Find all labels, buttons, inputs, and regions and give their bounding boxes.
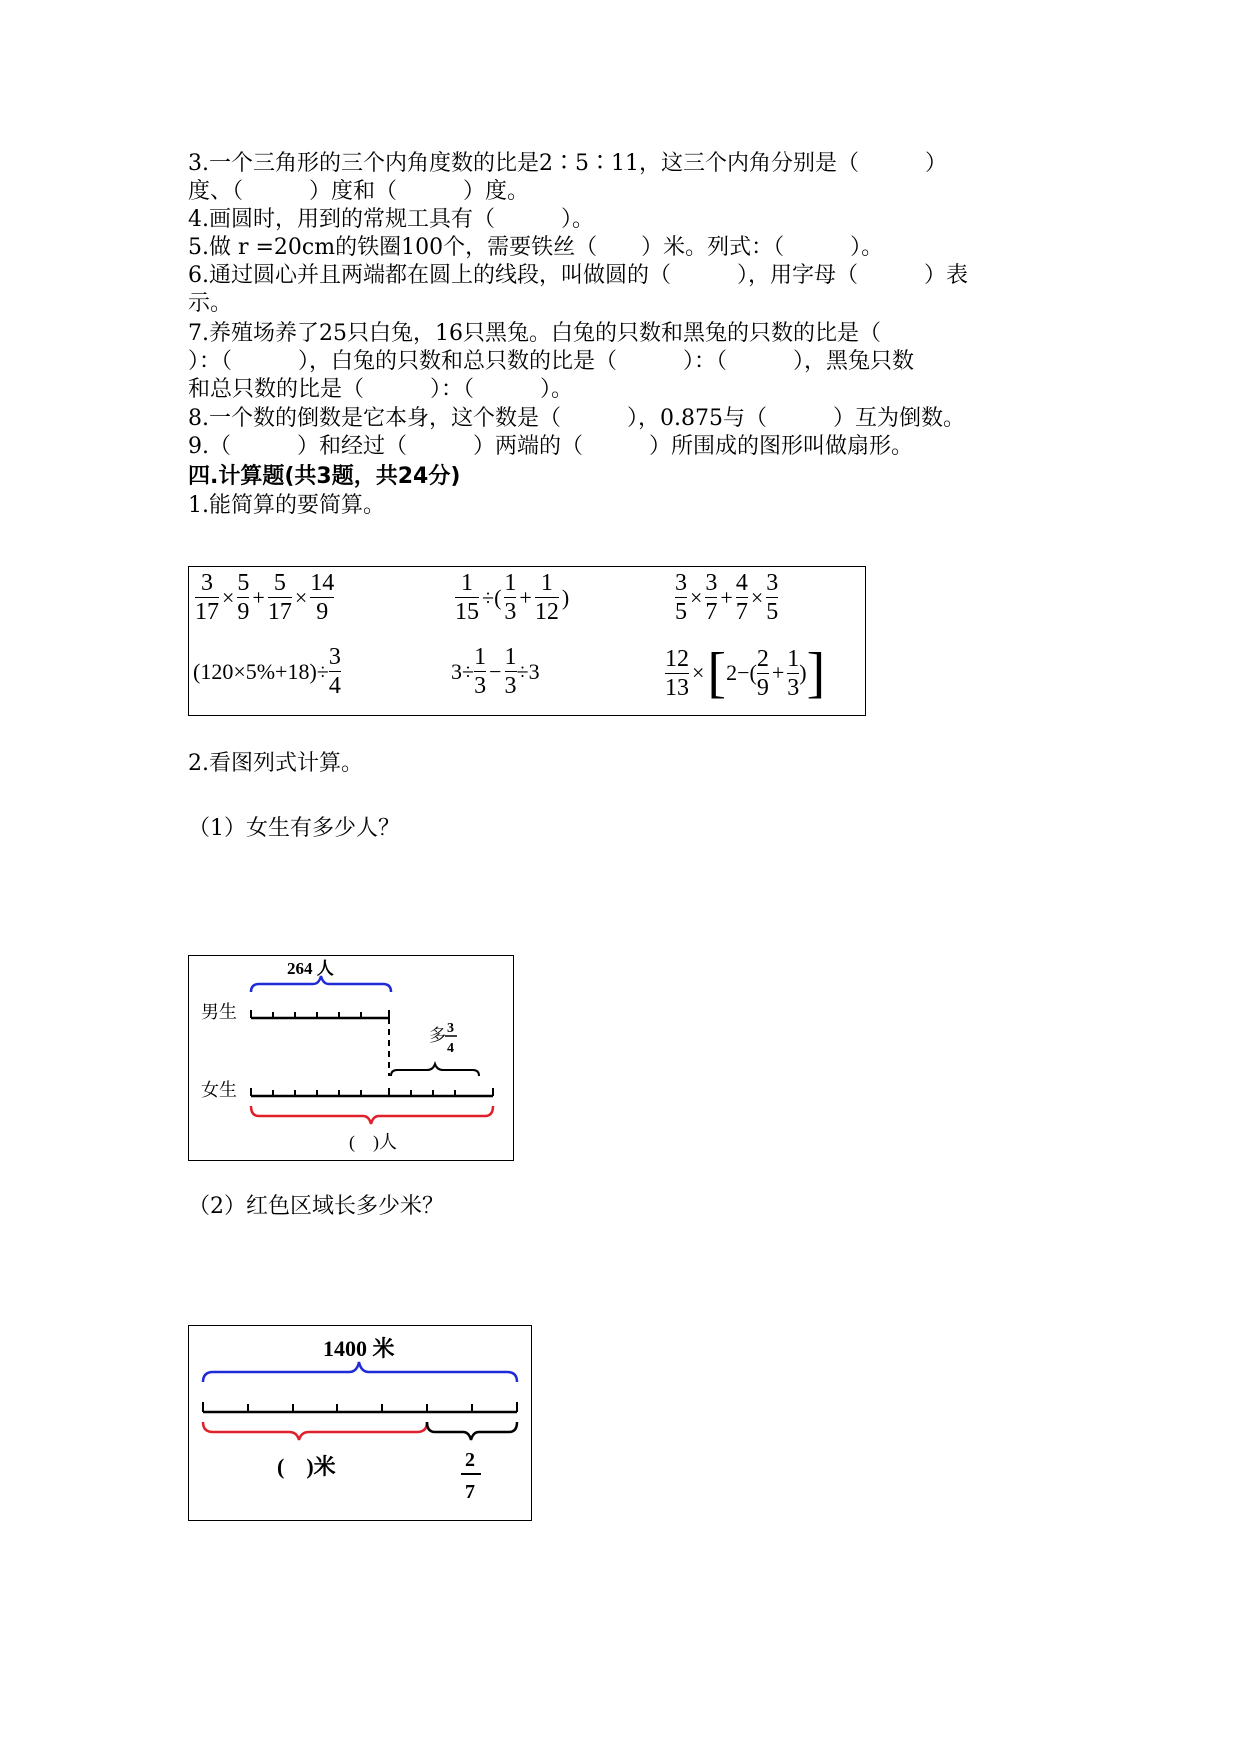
section-heading: 四.计算题(共3题，共24分) <box>188 464 461 489</box>
expression-1: $\frac{3}{17}$ × $\frac{5}{9}$ + $\frac{5}{17}$ × $\frac{14}{9}$ <box>195 570 335 625</box>
fraction: $\frac{1}{3}$ <box>504 644 517 699</box>
sub-question-1: （1）女生有多少人？ <box>188 816 400 841</box>
red-brace <box>203 1422 427 1440</box>
girls-label: 女生 <box>201 1080 237 1100</box>
left-bracket: [ <box>707 642 727 704</box>
expression-6: $\frac{12}{13}$ × [ 2−( $\frac{2}{9}$ + $\frac{1}{3}$ ) ] <box>665 642 826 704</box>
more-fraction-denominator: 4 <box>447 1041 454 1056</box>
fraction: $\frac{1}{12}$ <box>534 570 559 625</box>
question-7-line-1: 7.养殖场养了25只白兔，16只黑兔。白兔的只数和黑兔的只数的比是（ <box>188 321 881 346</box>
black-brace <box>391 1064 479 1076</box>
black-brace <box>427 1422 517 1440</box>
fraction: $\frac{5}{9}$ <box>237 570 250 625</box>
calc-expressions-box <box>188 566 866 716</box>
calc-question-1: 1.能简算的要简算。 <box>188 493 385 518</box>
fraction: $\frac{3}{5}$ <box>675 570 687 625</box>
fraction: $\frac{2}{9}$ <box>756 645 769 701</box>
blue-brace <box>203 1362 517 1382</box>
expression-5: 3÷ $\frac{1}{3}$ − $\frac{1}{3}$ ÷3 <box>451 644 540 699</box>
question-6-line-1: 6.通过圆心并且两端都在圆上的线段，叫做圆的（ ），用字母（ ）表 <box>188 263 968 288</box>
red-brace <box>251 1106 493 1124</box>
more-label: 多 <box>429 1026 446 1045</box>
fraction: $\frac{12}{13}$ <box>665 645 689 701</box>
segment-ticks <box>203 1402 517 1412</box>
girls-boys-diagram <box>188 955 514 1161</box>
fraction: $\frac{1}{3}$ <box>787 645 800 701</box>
fraction: $\frac{14}{9}$ <box>310 570 335 625</box>
girls-answer-label: ( )人 <box>349 1132 397 1152</box>
question-9: 9.（ ）和经过（ ）两端的（ ）所围成的图形叫做扇形。 <box>188 434 913 459</box>
fraction: $\frac{1}{3}$ <box>474 644 487 699</box>
calc-question-2: 2.看图列式计算。 <box>188 751 363 776</box>
question-7-line-3: 和总只数的比是（ ）：（ ）。 <box>188 377 574 402</box>
expression-2: $\frac{1}{15}$ ÷( $\frac{1}{3}$ + $\frac{1}{12}$ ) <box>455 570 570 625</box>
sub-question-2: （2）红色区域长多少米？ <box>188 1194 444 1219</box>
boys-label: 男生 <box>201 1002 237 1022</box>
question-8: 8.一个数的倒数是它本身，这个数是（ ），0.875与（ ）互为倒数。 <box>188 406 965 431</box>
fraction: $\frac{3}{5}$ <box>766 570 779 625</box>
fraction: $\frac{1}{15}$ <box>455 570 479 625</box>
question-4: 4.画圆时，用到的常规工具有（ ）。 <box>188 207 594 232</box>
question-3-line-1: 3.一个三角形的三个内角度数的比是2∶5∶11，这三个内角分别是（ ） <box>188 151 947 176</box>
fraction: $\frac{3}{4}$ <box>328 644 341 699</box>
question-6-line-2: 示。 <box>188 291 233 316</box>
fraction: $\frac{3}{7}$ <box>705 570 718 625</box>
diagram-2-svg <box>189 1326 531 1520</box>
more-fraction-numerator: 3 <box>447 1021 454 1036</box>
total-length-label: 1400 米 <box>323 1336 395 1361</box>
red-answer-label: ( )米 <box>277 1454 336 1479</box>
fraction: $\frac{3}{17}$ <box>195 570 219 625</box>
expression-3: $\frac{3}{5}$ × $\frac{3}{7}$ + $\frac{4}{7}$ × $\frac{3}{5}$ <box>675 570 779 625</box>
question-3-line-2: 度、（ ）度和（ ）度。 <box>188 179 530 204</box>
diagram-1-svg <box>189 956 513 1160</box>
fraction-denominator: 7 <box>465 1481 475 1503</box>
right-bracket: ] <box>806 642 826 704</box>
red-region-diagram <box>188 1325 532 1521</box>
fraction-numerator: 2 <box>465 1449 475 1471</box>
question-5: 5.做 r =20cm的铁圈100个，需要铁丝（ ）米。列式：（ ）。 <box>188 235 884 260</box>
expression-4: (120×5%+18)÷ $\frac{3}{4}$ <box>193 644 341 699</box>
blue-brace <box>251 976 391 992</box>
boys-total-label: 264 人 <box>287 959 334 978</box>
question-7-line-2: ）：（ ），白兔的只数和总只数的比是（ ）：（ ），黑兔只数 <box>188 349 915 374</box>
fraction: $\frac{1}{3}$ <box>504 570 517 625</box>
fraction: $\frac{5}{17}$ <box>267 570 292 625</box>
fraction: $\frac{4}{7}$ <box>735 570 748 625</box>
